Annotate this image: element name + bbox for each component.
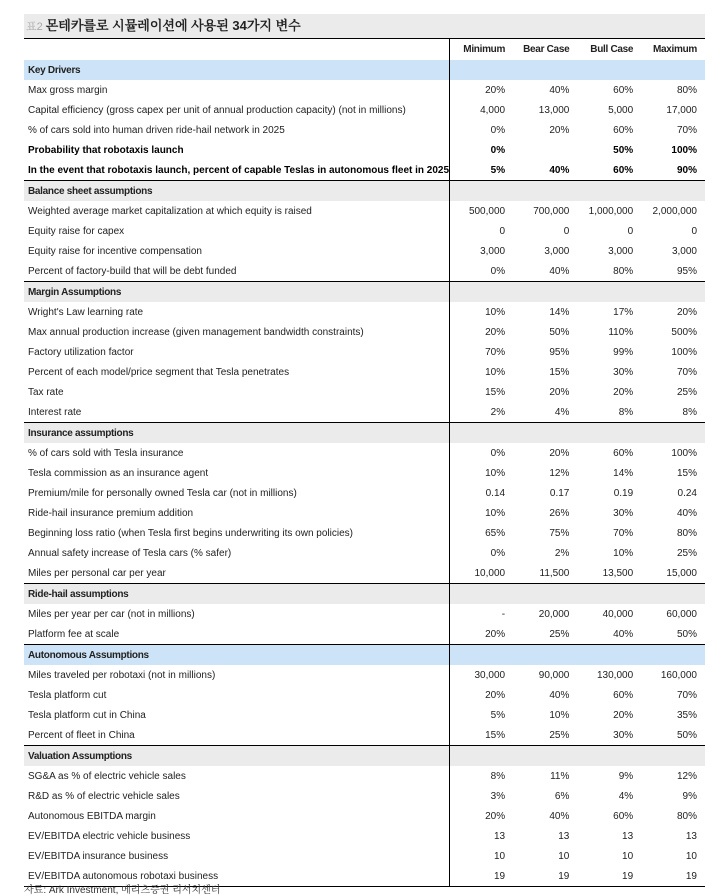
row-value: 13 bbox=[558, 830, 570, 842]
section-cell bbox=[513, 181, 577, 202]
row-value: 25% bbox=[676, 547, 697, 559]
row-value: 9% bbox=[618, 770, 634, 782]
row-value: 95% bbox=[676, 265, 697, 277]
row-label: Miles traveled per robotaxi (not in millions) bbox=[24, 665, 450, 685]
section-cell bbox=[641, 746, 705, 767]
row-value: 20% bbox=[485, 689, 506, 701]
section-cell bbox=[450, 584, 514, 605]
row-value: 5% bbox=[490, 709, 506, 721]
row-value: 60% bbox=[613, 689, 634, 701]
row-value: 11,500 bbox=[539, 567, 570, 579]
row-value: 30% bbox=[613, 366, 634, 378]
section-title: Key Drivers bbox=[24, 60, 450, 80]
row-label: Equity raise for capex bbox=[24, 221, 450, 241]
row-value: 10 bbox=[493, 850, 506, 862]
row-label: Percent of each model/price segment that Tesla penetrates bbox=[24, 362, 450, 382]
row-value: 4% bbox=[618, 790, 634, 802]
table-title-text: 몬테카를로 시뮬레이션에 사용된 34가지 변수 bbox=[45, 18, 301, 33]
table-row bbox=[24, 503, 705, 523]
section-cell bbox=[577, 423, 641, 444]
row-label: Autonomous EBITDA margin bbox=[24, 806, 450, 826]
row-value: 70% bbox=[676, 366, 697, 378]
row-value: 8% bbox=[490, 770, 506, 782]
row-value: 40,000 bbox=[602, 608, 634, 620]
row-value: 9% bbox=[682, 790, 697, 802]
row-label: Beginning loss ratio (when Tesla first begins underwriting its own policies) bbox=[24, 523, 450, 543]
row-value: 40% bbox=[549, 689, 570, 701]
table-row bbox=[24, 463, 705, 483]
row-value: 100% bbox=[671, 447, 697, 459]
section-cell bbox=[641, 60, 705, 80]
table-row bbox=[24, 725, 705, 746]
row-value: 60% bbox=[613, 124, 634, 136]
row-label: Ride-hail insurance premium addition bbox=[24, 503, 450, 523]
row-value: 10% bbox=[485, 366, 506, 378]
row-value: 3,000 bbox=[544, 245, 570, 257]
table-row bbox=[24, 665, 705, 685]
row-value: 8% bbox=[682, 406, 697, 418]
section-cell bbox=[450, 282, 514, 303]
row-value: 0% bbox=[490, 124, 506, 136]
section-cell bbox=[641, 423, 705, 444]
section-cell bbox=[641, 584, 705, 605]
section-cell bbox=[577, 282, 641, 303]
row-value: 17% bbox=[613, 306, 634, 318]
table-row bbox=[24, 705, 705, 725]
row-value: 19 bbox=[513, 866, 577, 887]
row-value: 35% bbox=[676, 709, 697, 721]
row-value: 20% bbox=[613, 386, 634, 398]
table-row bbox=[24, 322, 705, 342]
section-cell bbox=[513, 584, 577, 605]
row-value: 40% bbox=[613, 628, 634, 640]
table-row bbox=[24, 302, 705, 322]
row-value: 10% bbox=[485, 306, 506, 318]
section-cell bbox=[450, 645, 514, 666]
row-value: 3% bbox=[490, 790, 506, 802]
section-title: Margin Assumptions bbox=[24, 282, 450, 303]
row-value: 20% bbox=[485, 628, 506, 640]
row-label: Percent of fleet in China bbox=[24, 725, 450, 746]
row-label: Tesla platform cut bbox=[24, 685, 450, 705]
row-label: % of cars sold into human driven ride-hail network in 2025 bbox=[24, 120, 450, 140]
row-value: 0.17 bbox=[549, 487, 570, 499]
row-label: Max annual production increase (given management bandwidth constraints) bbox=[24, 322, 450, 342]
row-value: 50% bbox=[676, 729, 697, 741]
row-value: 3,000 bbox=[480, 245, 506, 257]
section-cell bbox=[577, 645, 641, 666]
section-header bbox=[24, 645, 705, 666]
table-row bbox=[24, 604, 705, 624]
table-row bbox=[24, 342, 705, 362]
row-value: 10% bbox=[549, 709, 570, 721]
row-value: 0% bbox=[490, 144, 506, 156]
row-value: 0.14 bbox=[485, 487, 506, 499]
col-bear-case: Bear Case bbox=[513, 39, 577, 61]
section-title: Autonomous Assumptions bbox=[24, 645, 450, 666]
row-value: 60% bbox=[613, 447, 634, 459]
table-row bbox=[24, 766, 705, 786]
table-row bbox=[24, 826, 705, 846]
row-value: 5% bbox=[490, 164, 506, 176]
row-value: 20% bbox=[485, 810, 506, 822]
section-cell bbox=[641, 282, 705, 303]
row-label: Miles per personal car per year bbox=[24, 563, 450, 584]
row-value: 70% bbox=[676, 124, 697, 136]
row-value: 40% bbox=[549, 265, 570, 277]
section-cell bbox=[641, 181, 705, 202]
row-label: Factory utilization factor bbox=[24, 342, 450, 362]
row-value: 12% bbox=[549, 467, 570, 479]
table-row bbox=[24, 362, 705, 382]
row-value: 12% bbox=[676, 770, 697, 782]
section-cell bbox=[577, 746, 641, 767]
row-value: 17,000 bbox=[666, 104, 697, 116]
table-row bbox=[24, 786, 705, 806]
row-value: 13,000 bbox=[538, 104, 570, 116]
row-value: 8% bbox=[618, 406, 634, 418]
row-value: 80% bbox=[676, 810, 697, 822]
row-value: 25% bbox=[549, 628, 570, 640]
row-value: 13,500 bbox=[602, 567, 634, 579]
table-row bbox=[24, 221, 705, 241]
row-label: % of cars sold with Tesla insurance bbox=[24, 443, 450, 463]
section-cell bbox=[577, 60, 641, 80]
row-label: Equity raise for incentive compensation bbox=[24, 241, 450, 261]
row-value: 60% bbox=[613, 164, 634, 176]
section-header bbox=[24, 181, 705, 202]
row-value: 100% bbox=[671, 346, 697, 358]
row-value: 20% bbox=[676, 306, 697, 318]
row-value: 60% bbox=[613, 84, 634, 96]
table-row bbox=[24, 261, 705, 282]
row-value: 0 bbox=[691, 225, 697, 237]
row-value: 0 bbox=[563, 225, 570, 237]
row-value: 0% bbox=[490, 447, 506, 459]
row-value: 10 bbox=[558, 850, 570, 862]
row-value: 50% bbox=[613, 144, 634, 156]
row-value: 14% bbox=[549, 306, 570, 318]
row-value: 10 bbox=[685, 850, 697, 862]
table-row bbox=[24, 563, 705, 584]
row-label: Annual safety increase of Tesla cars (% safer) bbox=[24, 543, 450, 563]
section-title: Ride-hail assumptions bbox=[24, 584, 450, 605]
row-value: 2,000,000 bbox=[652, 205, 697, 217]
row-value: 13 bbox=[685, 830, 697, 842]
row-value: 20% bbox=[485, 326, 506, 338]
section-header bbox=[24, 282, 705, 303]
table-row bbox=[24, 100, 705, 120]
row-value: 30% bbox=[613, 729, 634, 741]
row-value: 50% bbox=[676, 628, 697, 640]
row-value: 50% bbox=[549, 326, 570, 338]
row-value: 15% bbox=[485, 729, 506, 741]
row-value: 80% bbox=[613, 265, 634, 277]
row-value: 75% bbox=[549, 527, 570, 539]
table-row bbox=[24, 201, 705, 221]
row-value: 90% bbox=[676, 164, 697, 176]
section-cell bbox=[513, 423, 577, 444]
section-header bbox=[24, 746, 705, 767]
row-value: 100% bbox=[671, 144, 697, 156]
section-header bbox=[24, 60, 705, 80]
row-value: 30,000 bbox=[474, 669, 506, 681]
section-title: Valuation Assumptions bbox=[24, 746, 450, 767]
row-value: 20% bbox=[613, 709, 634, 721]
table-row bbox=[24, 80, 705, 100]
row-label: Probability that robotaxis launch bbox=[24, 140, 450, 160]
row-label: Premium/mile for personally owned Tesla car (not in millions) bbox=[24, 483, 450, 503]
row-value: 130,000 bbox=[597, 669, 634, 681]
section-cell bbox=[513, 282, 577, 303]
row-value: 95% bbox=[549, 346, 570, 358]
row-value: 3,000 bbox=[671, 245, 697, 257]
row-value: 10 bbox=[622, 850, 634, 862]
table-row bbox=[24, 685, 705, 705]
row-value: 2% bbox=[554, 547, 570, 559]
row-value: 20% bbox=[485, 84, 506, 96]
row-value: 70% bbox=[485, 346, 506, 358]
row-value: 60,000 bbox=[666, 608, 697, 620]
table-row bbox=[24, 443, 705, 463]
row-value: 13 bbox=[493, 830, 506, 842]
row-value: 30% bbox=[613, 507, 634, 519]
table-row bbox=[24, 523, 705, 543]
table-row bbox=[24, 483, 705, 503]
row-label: Tesla commission as an insurance agent bbox=[24, 463, 450, 483]
table-row bbox=[24, 543, 705, 563]
table-row bbox=[24, 120, 705, 140]
row-label: EV/EBITDA electric vehicle business bbox=[24, 826, 450, 846]
section-cell bbox=[450, 746, 514, 767]
section-title: Balance sheet assumptions bbox=[24, 181, 450, 202]
section-cell bbox=[577, 181, 641, 202]
table-row bbox=[24, 160, 705, 181]
row-value: 10% bbox=[485, 507, 506, 519]
row-value: 25% bbox=[549, 729, 570, 741]
section-cell bbox=[450, 423, 514, 444]
row-value: 65% bbox=[485, 527, 506, 539]
variables-table bbox=[24, 38, 705, 887]
row-value: 6% bbox=[554, 790, 570, 802]
row-value: 19 bbox=[450, 866, 514, 887]
row-label: EV/EBITDA insurance business bbox=[24, 846, 450, 866]
table-row bbox=[24, 624, 705, 645]
row-value: 0% bbox=[490, 265, 506, 277]
section-header bbox=[24, 423, 705, 444]
row-value: 0% bbox=[490, 547, 506, 559]
row-label: Tesla platform cut in China bbox=[24, 705, 450, 725]
row-value: 60% bbox=[613, 810, 634, 822]
section-title: Insurance assumptions bbox=[24, 423, 450, 444]
section-cell bbox=[513, 746, 577, 767]
row-value: 500% bbox=[671, 326, 697, 338]
table-row bbox=[24, 382, 705, 402]
row-value: 0.24 bbox=[677, 487, 697, 499]
row-value: 15% bbox=[676, 467, 697, 479]
section-cell bbox=[513, 645, 577, 666]
row-value: 40% bbox=[549, 810, 570, 822]
row-label: Interest rate bbox=[24, 402, 450, 423]
row-value: 70% bbox=[613, 527, 634, 539]
row-value: 20,000 bbox=[538, 608, 570, 620]
section-header bbox=[24, 584, 705, 605]
row-label: In the event that robotaxis launch, percent of capable Teslas in autonomous fleet in 2025 bbox=[24, 160, 450, 181]
row-value: 20% bbox=[549, 124, 570, 136]
row-value: - bbox=[501, 608, 506, 620]
table-row bbox=[24, 140, 705, 160]
section-cell bbox=[513, 60, 577, 80]
table-row bbox=[24, 402, 705, 423]
row-label: EV/EBITDA autonomous robotaxi business bbox=[24, 866, 450, 887]
row-value: 0 bbox=[627, 225, 634, 237]
row-value: 19 bbox=[577, 866, 641, 887]
row-label: Percent of factory-build that will be debt funded bbox=[24, 261, 450, 282]
row-value: 80% bbox=[676, 527, 697, 539]
row-value: 20% bbox=[549, 386, 570, 398]
row-value: 15,000 bbox=[666, 567, 697, 579]
row-value: 40% bbox=[549, 164, 570, 176]
row-value: 1,000,000 bbox=[588, 205, 634, 217]
row-value: 0 bbox=[499, 225, 506, 237]
table-row bbox=[24, 241, 705, 261]
table-title bbox=[24, 14, 705, 38]
row-label: R&D as % of electric vehicle sales bbox=[24, 786, 450, 806]
row-value: 20% bbox=[549, 447, 570, 459]
row-value bbox=[513, 140, 577, 160]
row-label: Tax rate bbox=[24, 382, 450, 402]
row-value: 40% bbox=[676, 507, 697, 519]
row-value: 13 bbox=[622, 830, 634, 842]
row-value: 80% bbox=[676, 84, 697, 96]
row-value: 19 bbox=[641, 866, 705, 887]
row-value: 99% bbox=[613, 346, 634, 358]
row-label: Weighted average market capitalization at which equity is raised bbox=[24, 201, 450, 221]
header-row bbox=[24, 39, 705, 61]
table-row bbox=[24, 846, 705, 866]
row-label: Wright's Law learning rate bbox=[24, 302, 450, 322]
row-value: 110% bbox=[608, 326, 634, 338]
row-value: 40% bbox=[549, 84, 570, 96]
header-label-cell bbox=[24, 39, 450, 61]
row-value: 0.19 bbox=[613, 487, 634, 499]
row-value: 26% bbox=[549, 507, 570, 519]
col-maximum: Maximum bbox=[641, 39, 705, 61]
row-value: 10,000 bbox=[474, 567, 506, 579]
row-value: 160,000 bbox=[660, 669, 697, 681]
row-label: Capital efficiency (gross capex per unit of annual production capacity) (not in millions) bbox=[24, 100, 450, 120]
row-label: Max gross margin bbox=[24, 80, 450, 100]
row-value: 15% bbox=[549, 366, 570, 378]
row-label: Miles per year per car (not in millions) bbox=[24, 604, 450, 624]
row-value: 4% bbox=[554, 406, 570, 418]
section-cell bbox=[577, 584, 641, 605]
row-value: 700,000 bbox=[533, 205, 570, 217]
col-bull-case: Bull Case bbox=[577, 39, 641, 61]
row-value: 3,000 bbox=[608, 245, 634, 257]
row-value: 10% bbox=[485, 467, 506, 479]
row-value: 11% bbox=[550, 770, 570, 782]
row-value: 2% bbox=[490, 406, 506, 418]
section-cell bbox=[450, 60, 514, 80]
row-label: Platform fee at scale bbox=[24, 624, 450, 645]
row-value: 10% bbox=[613, 547, 634, 559]
row-value: 5,000 bbox=[608, 104, 634, 116]
section-cell bbox=[450, 181, 514, 202]
row-label: SG&A as % of electric vehicle sales bbox=[24, 766, 450, 786]
col-minimum: Minimum bbox=[450, 39, 514, 61]
row-value: 90,000 bbox=[538, 669, 570, 681]
row-value: 25% bbox=[676, 386, 697, 398]
row-value: 500,000 bbox=[468, 205, 506, 217]
row-value: 14% bbox=[613, 467, 634, 479]
table-number: 표2 bbox=[26, 21, 43, 33]
source-note: 자료: Ark Investment, 메리츠증권 리서치센터 bbox=[24, 885, 221, 896]
row-value: 15% bbox=[485, 386, 506, 398]
row-value: 70% bbox=[676, 689, 697, 701]
section-cell bbox=[641, 645, 705, 666]
table-row bbox=[24, 806, 705, 826]
row-value: 4,000 bbox=[480, 104, 506, 116]
